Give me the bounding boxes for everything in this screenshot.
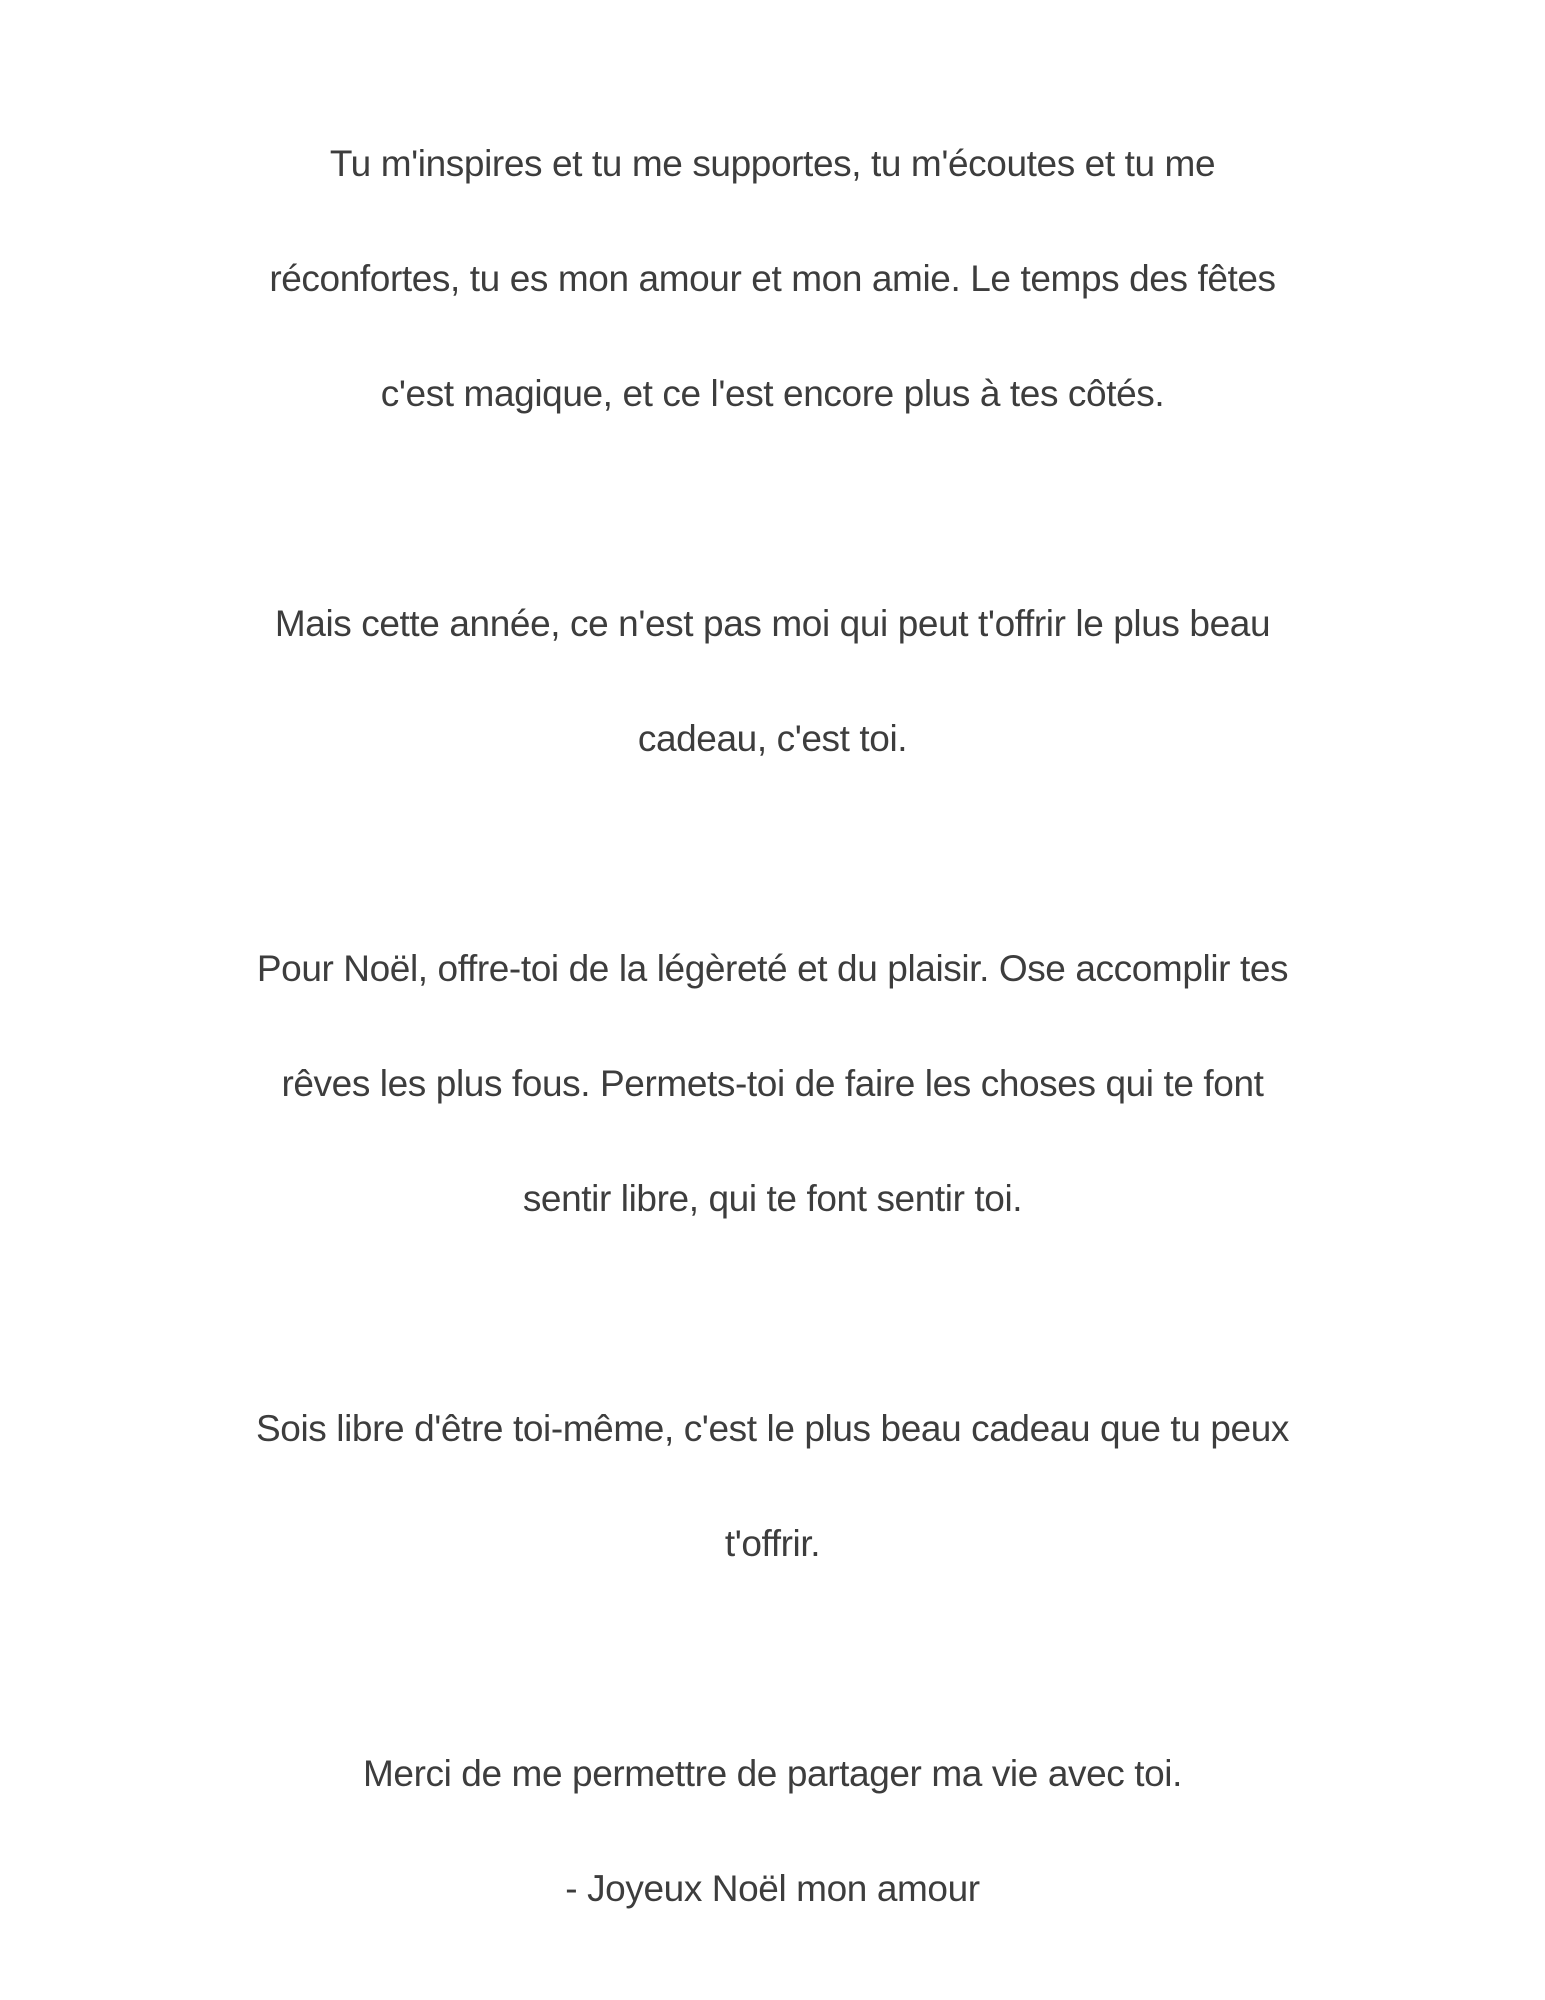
text-line: t'offrir. <box>724 1523 821 1564</box>
paragraph-5 <box>0 1716 1545 1946</box>
paragraph-4 <box>0 1371 1545 1601</box>
letter <box>0 106 1545 1946</box>
text-line: c'est magique, et ce l'est encore plus à tes côtés. <box>380 373 1165 414</box>
text-line: Pour Noël, offre-toi de la légèreté et du plaisir. Ose accomplir tes <box>256 948 1289 989</box>
text-line: Sois libre d'être toi-même, c'est le plus beau cadeau que tu peux <box>256 1408 1289 1449</box>
text-line: Merci de me permettre de partager ma vie avec toi. <box>362 1753 1183 1794</box>
text-line: sentir libre, qui te font sentir toi. <box>522 1178 1023 1219</box>
paragraph-gap <box>0 1256 1545 1371</box>
text-line: Tu m'inspires et tu me supportes, tu m'écoutes et tu me <box>329 143 1216 184</box>
text-line: réconfortes, tu es mon amour et mon amie. Le temps des fêtes <box>269 258 1276 299</box>
paragraph-gap <box>0 796 1545 911</box>
paragraph-gap <box>0 451 1545 566</box>
paragraph-2 <box>0 566 1545 796</box>
text-line: rêves les plus fous. Permets-toi de faire les choses qui te font <box>281 1063 1264 1104</box>
paragraph-1 <box>0 106 1545 451</box>
text-line: Mais cette année, ce n'est pas moi qui peut t'offrir le plus beau <box>274 603 1271 644</box>
paragraph-3 <box>0 911 1545 1256</box>
signature-line: - Joyeux Noël mon amour <box>565 1868 980 1909</box>
paragraph-gap <box>0 1601 1545 1716</box>
text-line: cadeau, c'est toi. <box>637 718 908 759</box>
